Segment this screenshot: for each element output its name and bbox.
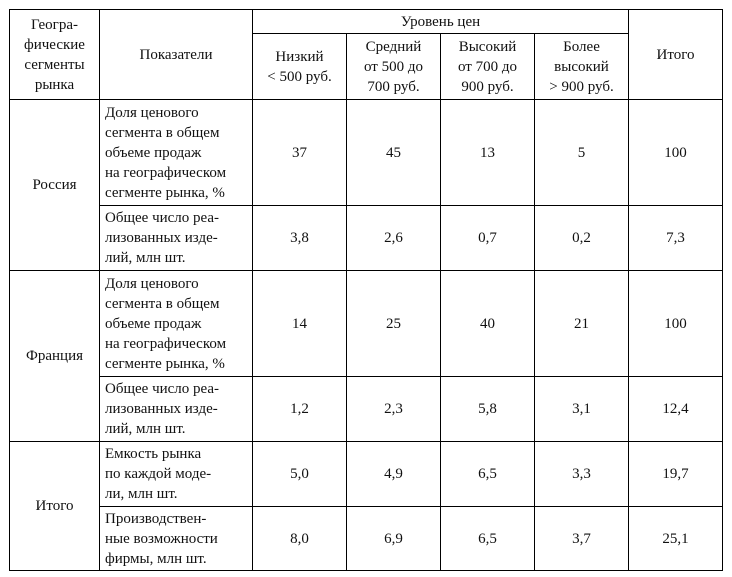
table-row xyxy=(10,206,723,271)
cell-high: 40 xyxy=(441,271,535,377)
cell-medium: 4,9 xyxy=(347,442,441,507)
cell-high: 13 xyxy=(441,100,535,206)
table-row xyxy=(10,271,723,377)
table-row xyxy=(10,442,723,507)
cell-high: 5,8 xyxy=(441,377,535,442)
cell-low: 8,0 xyxy=(253,507,347,571)
cell-low: 3,8 xyxy=(253,206,347,271)
cell-more: 0,2 xyxy=(535,206,629,271)
header-indicators: Показатели xyxy=(100,10,253,100)
cell-more: 3,1 xyxy=(535,377,629,442)
cell-total: 7,3 xyxy=(629,206,723,271)
header-price-level: Уровень цен xyxy=(253,10,629,34)
cell-total: 12,4 xyxy=(629,377,723,442)
table-row xyxy=(10,100,723,206)
cell-more: 5 xyxy=(535,100,629,206)
cell-high: 6,5 xyxy=(441,442,535,507)
cell-high: 6,5 xyxy=(441,507,535,571)
header-high: Высокий от 700 до 900 руб. xyxy=(441,34,535,100)
cell-medium: 2,6 xyxy=(347,206,441,271)
cell-more: 3,3 xyxy=(535,442,629,507)
segment-france: Франция xyxy=(10,271,100,442)
table-row xyxy=(10,377,723,442)
header-more: Более высокий > 900 руб. xyxy=(535,34,629,100)
cell-low: 37 xyxy=(253,100,347,206)
cell-medium: 25 xyxy=(347,271,441,377)
segment-total: Итого xyxy=(10,442,100,571)
indicator-label: Доля ценового сегмента в общем объеме продаж на географическом сегменте рынка, % xyxy=(100,100,253,206)
cell-medium: 45 xyxy=(347,100,441,206)
header-medium: Средний от 500 до 700 руб. xyxy=(347,34,441,100)
cell-medium: 6,9 xyxy=(347,507,441,571)
cell-total: 19,7 xyxy=(629,442,723,507)
table-row xyxy=(10,507,723,571)
header-geo-segments: Геогра- фические сегменты рынка xyxy=(10,10,100,100)
cell-low: 14 xyxy=(253,271,347,377)
indicator-label: Общее число реа- лизованных изде- лий, млн шт. xyxy=(100,206,253,271)
indicator-label: Доля ценового сегмента в общем объеме продаж на географическом сегменте рынка, % xyxy=(100,271,253,377)
indicator-label: Общее число реа- лизованных изде- лий, млн шт. xyxy=(100,377,253,442)
header-total: Итого xyxy=(629,10,723,100)
cell-total: 100 xyxy=(629,271,723,377)
cell-medium: 2,3 xyxy=(347,377,441,442)
indicator-label: Производствен- ные возможности фирмы, млн шт. xyxy=(100,507,253,571)
indicator-label: Емкость рынка по каждой моде- ли, млн шт. xyxy=(100,442,253,507)
cell-more: 3,7 xyxy=(535,507,629,571)
price-segments-table xyxy=(9,9,723,571)
cell-high: 0,7 xyxy=(441,206,535,271)
cell-total: 100 xyxy=(629,100,723,206)
header-low: Низкий < 500 руб. xyxy=(253,34,347,100)
cell-low: 5,0 xyxy=(253,442,347,507)
cell-total: 25,1 xyxy=(629,507,723,571)
cell-more: 21 xyxy=(535,271,629,377)
cell-low: 1,2 xyxy=(253,377,347,442)
segment-russia: Россия xyxy=(10,100,100,271)
